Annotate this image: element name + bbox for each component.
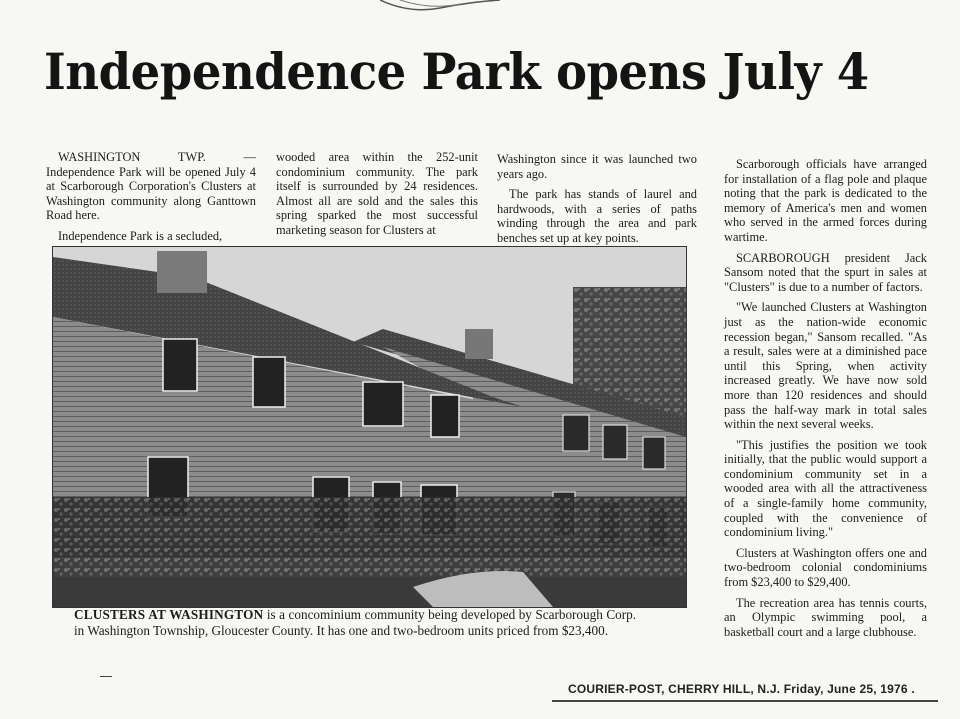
paragraph: Clusters at Washington offers one and two-bedroom colonial condominiums from $23,400 to $29,400.	[724, 545, 927, 590]
article-column-1	[46, 150, 256, 244]
caption-lead: CLUSTERS AT WASHINGTON	[74, 607, 264, 622]
paragraph: The park has stands of laurel and hardwoods, with a series of paths winding through the area and park benches set up at key points.	[497, 187, 697, 245]
paragraph: "We launched Clusters at Washington just as the nation-wide economic recession began," Sansom recalled. "As a result, sales were at a diminished pace until this Spring, when activity increased greatly. We have now sold more than 120 residences and should pass the half-way mark in total sales within the next several weeks.	[724, 300, 927, 432]
divider	[552, 700, 938, 702]
condominium-photo	[52, 246, 687, 608]
photo-caption	[74, 607, 636, 638]
paragraph: SCARBOROUGH president Jack Sansom noted that the spurt in sales at "Clusters" is due to a number of factors.	[724, 250, 927, 294]
paragraph: WASHINGTON TWP. — Independence Park will be opened July 4 at Scarborough Corporation's Clusters at Washington community along Ganttown Road here.	[46, 150, 256, 223]
divider	[100, 676, 112, 677]
paragraph: "This justifies the position we took initially, that the public would support a condominium community set in a wooded area with all the attractiveness of a single-family home community, coupled with the convenience of condominium living."	[724, 437, 927, 540]
caption-text: is a concominium community being developed by Scarborough Corp. in Washington Township, Gloucester County. It has one and two-bedroom units priced from $23,400.	[74, 607, 636, 638]
paragraph: The recreation area has tennis courts, an Olympic swimming pool, a basketball court and a large clubhouse.	[724, 595, 927, 639]
article-column-2	[276, 150, 478, 238]
paragraph: Washington since it was launched two years ago.	[497, 152, 697, 181]
article-column-4	[724, 157, 927, 639]
townhouse-illustration	[53, 247, 686, 607]
headline: Independence Park opens July 4	[44, 42, 869, 101]
ornament-fragment	[380, 0, 500, 14]
paragraph: wooded area within the 252-unit condominium community. The park itself is surrounded by 24 residences. Almost all are sold and the sales this spring sparked the most successful marketing season for Clusters at	[276, 150, 478, 237]
article-column-3	[497, 152, 697, 246]
paragraph: Independence Park is a secluded,	[58, 228, 223, 243]
publication-credit: COURIER-POST, CHERRY HILL, N.J. Friday, June 25, 1976 .	[568, 682, 915, 696]
paragraph: Scarborough officials have arranged for installation of a flag pole and plaque noting that the park is dedicated to the memory of America's men and women who served in the armed forces during wartime.	[724, 157, 927, 244]
